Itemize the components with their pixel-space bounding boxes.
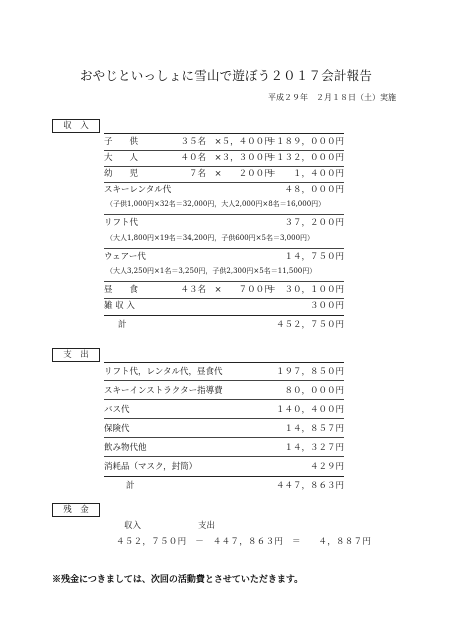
expense-row-value: １９７，８５０円 [275,367,344,377]
income-row-label: 幼 児 ７名 × ２００円 [104,169,273,179]
income-row-label: 子 供 ３５名 ×５，４００円 [104,137,273,147]
income-row [104,281,344,299]
income-row [104,134,344,151]
expense-heading: 支 出 [63,350,89,360]
income-row-label: スキーレンタル代 [104,185,172,195]
expense-row [104,440,344,457]
income-row-value: ＝ ３０，１００円 [267,285,344,295]
income-row [104,214,344,231]
expense-row-label: リフト代，レンタル代，昼食代 [104,367,223,377]
footer-note: ※残金につきましては、次回の活動費とさせていただきます。 [52,575,304,585]
expense-total-value: ４４７，８６３円 [275,481,344,491]
income-row-value: ＝１８９，０００円 [267,137,344,147]
income-row-value: ３７，２００円 [284,218,344,228]
income-row-value: ＝１３２，０００円 [267,153,344,163]
expense-heading-box [52,348,100,362]
balance-heading-box [52,503,100,517]
income-row-label: 大 人 ４０名 ×３，３００円 [104,153,273,163]
income-row [104,182,344,198]
income-row-label: ウェアー代 [104,252,146,262]
report-title: おやじといっしょに雪山で遊ぼう２０１７会計報告 [79,68,373,83]
income-total-rule [104,315,344,316]
income-total-row [104,317,344,333]
income-row [104,150,344,167]
income-total-label: 計 [118,320,127,330]
expense-top-rule [104,362,344,363]
income-row [104,248,344,265]
income-row-value: ＝ １，４００円 [267,169,344,179]
wear-breakdown-note: （大人3,250円×1名＝3,250円，子供2,300円×5名＝11,500円） [106,267,317,275]
balance-expense-label: 支出 [198,521,216,531]
income-row [104,166,344,183]
event-date: 平成２９年 ２月１８日（土）実施 [268,93,396,102]
income-row-value: ４８，０００円 [284,185,344,195]
expense-row-value: ４２９円 [309,462,344,472]
income-row-label: 雑 収 入 [104,301,135,311]
income-heading-box [52,119,100,133]
income-row-label: リフト代 [104,218,139,228]
expense-row-value: １４，８５７円 [284,424,344,434]
expense-total-row [104,478,344,494]
expense-row [104,364,344,381]
expense-row-value: １４０，４００円 [275,405,344,415]
expense-row [104,402,344,419]
balance-income-label: 収入 [124,521,142,531]
income-heading: 収 入 [63,121,89,131]
expense-row [104,459,344,475]
expense-row [104,383,344,400]
expense-row-label: 飲み物代他 [104,443,147,453]
income-row-label: 昼 食 ４３名 × ７００円 [104,285,273,295]
income-total-value: ４５２，７５０円 [275,320,344,330]
balance-formula: ４５２，７５０円 － ４４７，８６３円 ＝ ４，８８７円 [116,537,372,547]
lift-breakdown-note: （大人1,800円×19名＝34,200円，子供600円×5名＝3,000円） [106,234,315,242]
rental-breakdown-note: （子供1,000円×32名＝32,000円，大人2,000円×8名＝16,000円） [106,200,326,208]
expense-row-label: スキーインストラクター指導費 [104,386,223,396]
expense-row [104,421,344,438]
expense-total-label: 計 [126,481,135,491]
expense-row-value: ８０，０００円 [284,386,344,396]
income-row-value: １４，７５０円 [284,252,344,262]
balance-heading: 残 金 [63,505,89,515]
expense-row-label: 消耗品（マスク，封筒） [104,462,198,472]
income-row [104,298,344,314]
income-row-value: ３００円 [309,301,344,311]
expense-total-rule [104,476,344,477]
expense-row-label: 保険代 [104,424,130,434]
expense-row-label: バス代 [104,405,130,415]
expense-row-value: １４，３２７円 [284,443,344,453]
